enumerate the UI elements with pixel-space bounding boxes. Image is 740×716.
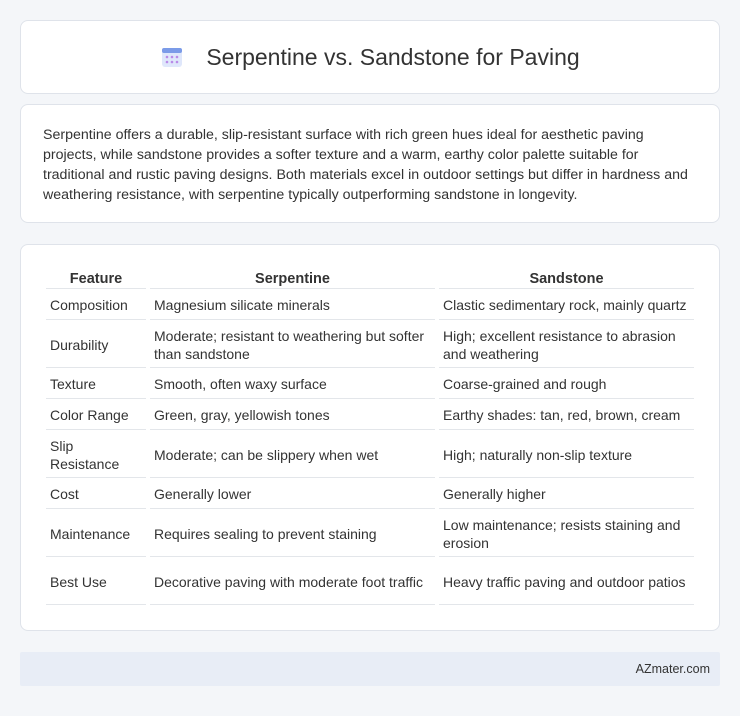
table-row [46,432,694,478]
footer [20,652,720,686]
table-row [46,559,694,605]
sandstone-cell: High; excellent resistance to abrasion and weathering [439,322,694,368]
sandstone-cell: High; naturally non-slip texture [439,432,694,478]
header-feature: Feature [46,267,146,289]
footer-site-name: AZmater.com [635,662,710,676]
feature-cell: Maintenance [46,511,146,557]
table-row [46,291,694,320]
calendar-icon [160,45,184,69]
serpentine-cell: Moderate; resistant to weathering but softer than sandstone [150,322,435,368]
feature-cell: Texture [46,370,146,399]
feature-cell: Durability [46,322,146,368]
feature-cell: Best Use [46,559,146,605]
sandstone-cell: Generally higher [439,480,694,509]
feature-cell: Slip Resistance [46,432,146,478]
sandstone-cell: Coarse-grained and rough [439,370,694,399]
sandstone-cell: Earthy shades: tan, red, brown, cream [439,401,694,430]
feature-cell: Composition [46,291,146,320]
serpentine-cell: Moderate; can be slippery when wet [150,432,435,478]
sandstone-cell: Low maintenance; resists staining and erosion [439,511,694,557]
header-serpentine: Serpentine [150,267,435,289]
table-header-row [46,267,694,289]
comparison-table [42,265,698,607]
serpentine-cell: Smooth, often waxy surface [150,370,435,399]
serpentine-cell: Magnesium silicate minerals [150,291,435,320]
serpentine-cell: Decorative paving with moderate foot traffic [150,559,435,605]
sandstone-cell: Clastic sedimentary rock, mainly quartz [439,291,694,320]
serpentine-cell: Green, gray, yellowish tones [150,401,435,430]
table-row [46,511,694,557]
sandstone-cell: Heavy traffic paving and outdoor patios [439,559,694,605]
table-row [46,322,694,368]
feature-cell: Cost [46,480,146,509]
title-card [20,20,720,94]
serpentine-cell: Requires sealing to prevent staining [150,511,435,557]
header-sandstone: Sandstone [439,267,694,289]
summary-text: Serpentine offers a durable, slip-resistant surface with rich green hues ideal for aesthetic paving projects, while sandstone provides a softer texture and a warm, earthy color palette suitable for traditional and rustic paving designs. Both materials excel in outdoor settings but differ in hardness and weathering resistance, with serpentine typically outperforming sandstone in longevity. [43,127,688,203]
table-row [46,370,694,399]
summary-card [20,104,720,223]
serpentine-cell: Generally lower [150,480,435,509]
table-row [46,401,694,430]
feature-cell: Color Range [46,401,146,430]
page-title: Serpentine vs. Sandstone for Paving [206,43,580,70]
table-row [46,480,694,509]
comparison-table-card [20,244,720,631]
